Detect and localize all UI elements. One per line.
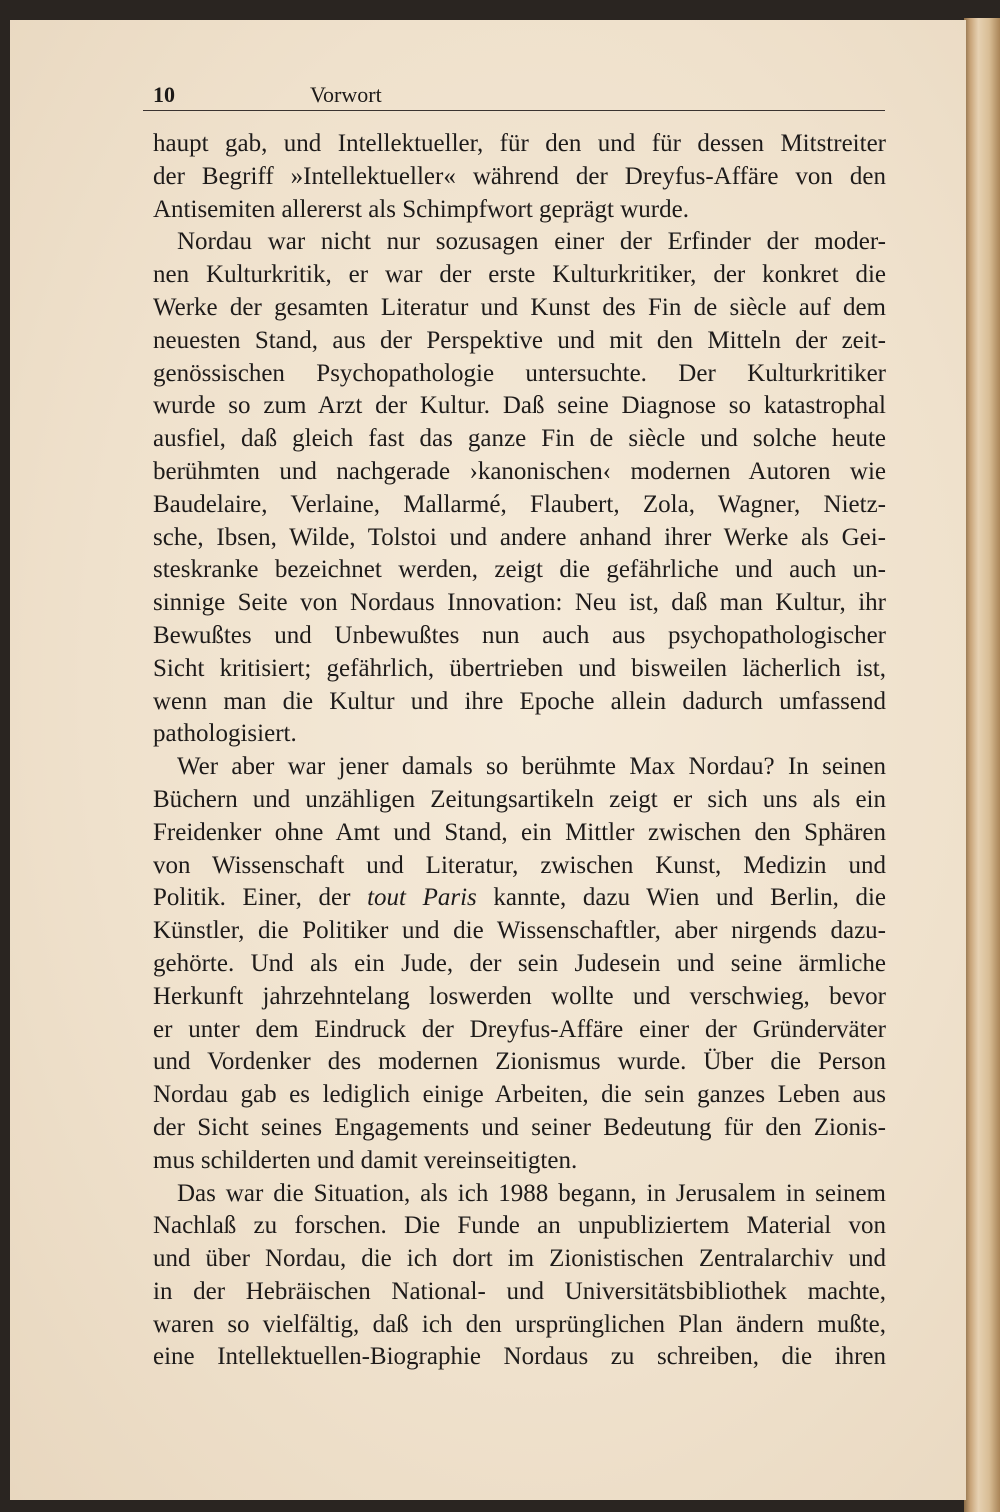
text-line: und über Nordau, die ich dort im Zionistischen Zentralarchiv und [153,1245,886,1273]
text-line: Herkunft jahrzehntelang loswerden wollte und verschwieg, bevor [153,982,886,1010]
text-line: Wer aber war jener damals so berühmte Max Nordau? In seinen [177,753,886,781]
text-line: und Vordenker des modernen Zionismus wurde. Über die Person [153,1048,886,1076]
text-line: Sicht kritisiert; gefährlich, übertrieben und bisweilen lächerlich ist, [153,654,886,682]
text-line: Das war die Situation, als ich 1988 begann, in Jerusalem in seinem [177,1179,886,1207]
text-line: genössischen Psychopathologie untersuchte. Der Kulturkritiker [153,359,886,387]
running-header [143,74,885,111]
text-line: Nachlaß zu forschen. Die Funde an unpubliziertem Material von [153,1212,886,1240]
text-line: der Begriff »Intellektueller« während der Dreyfus-Affäre von den [153,162,886,190]
text-line: steskranke bezeichnet werden, zeigt die gefährliche und auch un- [153,556,886,584]
text-line: sche, Ibsen, Wilde, Tolstoi und andere anhand ihrer Werke als Gei- [153,523,886,551]
text-line: Werke der gesamten Literatur und Kunst des Fin de siècle auf dem [153,293,886,321]
text-line: nen Kulturkritik, er war der erste Kulturkritiker, der konkret die [153,261,886,289]
text-line: Nordau gab es lediglich einige Arbeiten, die sein ganzes Leben aus [153,1081,886,1109]
text-line: in der Hebräischen National- und Universitätsbibliothek machte, [153,1277,886,1305]
text-line: berühmten und nachgerade ›kanonischen‹ modernen Autoren wie [153,457,886,485]
text-line: Freidenker ohne Amt und Stand, ein Mittler zwischen den Sphären [153,818,886,846]
text-segment: kannte, dazu Wien und Berlin, die [493,884,887,912]
text-line: neuesten Stand, aus der Perspektive und mit den Mitteln der zeit- [153,326,886,354]
running-title: Vorwort [310,82,382,107]
text-line: wenn man die Kultur und ihre Epoche allein dadurch umfassend [153,687,886,715]
text-line: ausfiel, daß gleich fast das ganze Fin de siècle und solche heute [153,425,886,453]
text-line: eine Intellektuellen-Biographie Nordaus zu schreiben, die ihren [153,1343,886,1371]
text-line: er unter dem Eindruck der Dreyfus-Affäre einer der Gründerväter [153,1015,886,1043]
text-line: haupt gab, und Intellektueller, für den und für dessen Mitstreiter [153,130,886,157]
text-line: der Sicht seines Engagements und seiner Bedeutung für den Zionis- [153,1113,886,1141]
text-line: sinnige Seite von Nordaus Innovation: Neu ist, daß man Kultur, ihr [153,589,886,617]
text-line: waren so vielfältig, daß ich den ursprünglichen Plan ändern mußte, [153,1310,886,1338]
text-line: von Wissenschaft und Literatur, zwischen Kunst, Medizin und [153,851,886,879]
text-line: Künstler, die Politiker und die Wissenschaftler, aber nirgends dazu- [153,917,886,945]
page-edge [964,18,1000,1512]
italic-phrase: tout Paris [367,884,477,912]
text-line: Antisemiten allererst als Schimpfwort geprägt wurde. [153,195,689,223]
text-line: pathologisiert. [153,720,297,748]
text-line: Nordau war nicht nur sozusagen einer der Erfinder der moder- [177,228,886,256]
page-number: 10 [153,82,175,107]
text-line: mus schilderten und damit vereinseitigten. [153,1146,578,1174]
text-line: Büchern und unzähligen Zeitungsartikeln zeigt er sich uns als ein [153,785,886,813]
body-text [153,128,886,1374]
text-line: Baudelaire, Verlaine, Mallarmé, Flaubert, Zola, Wagner, Nietz- [153,490,886,518]
text-line: Bewußtes und Unbewußtes nun auch aus psychopathologischer [153,621,886,649]
text-line: wurde so zum Arzt der Kultur. Daß seine Diagnose so katastrophal [153,392,886,420]
text-line-with-italic [153,882,886,915]
text-segment: Politik. Einer, der [153,884,351,912]
text-line: gehörte. Und als ein Jude, der sein Judesein und seine ärmliche [153,949,886,977]
